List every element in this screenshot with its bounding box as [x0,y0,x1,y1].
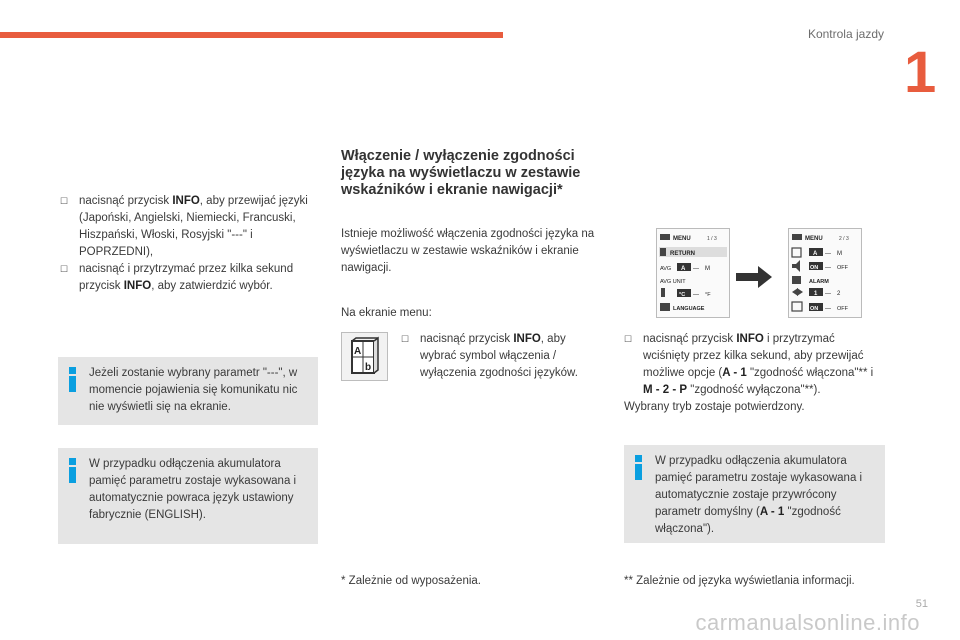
menu-screen-2 [788,228,862,318]
screen-value-two: 2 [837,291,841,297]
list-item: ☐ nacisnąć przycisk INFO i przytrzymać wciśnięty przez kilka sekund, aby przewijać możliwe opcje (A - 1 "zgodność włączona"** i M - 2 - P "zgodność wyłączona"**). [624,333,874,396]
footnote-equipment: * Zależnie od wyposażenia. [341,575,481,587]
screen-value-one: 1 [814,291,818,297]
info-box-battery-default [624,445,885,543]
page-number: 51 [915,598,928,610]
svg-text:—: — [693,292,699,298]
info-box-display-notice [58,357,318,425]
section-heading: Włączenie / wyłączenie zgodności języka na wyświetlaczu w zestawie wskaźników i ekranie nawigacji* [341,148,581,198]
language-compat-icon [341,332,388,381]
bullet-marker-icon: ☐ [60,196,69,206]
bullet-marker-icon: ☐ [624,334,633,344]
intro-text: Istnieje możliwość włączenia zgodności języka na wyświetlaczu w zestawie wskaźników i ekranie nawigacji. [341,228,595,274]
svg-text:—: — [825,291,831,297]
screen-avg-unit-label: AVG UNIT [660,279,686,285]
screen-temp-f: °F [705,292,711,298]
menu-label: Na ekranie menu: [341,307,432,319]
screen-language-label: LANGUAGE [673,306,705,312]
list-item: ☐ nacisnąć przycisk INFO, aby przewijać języki (Japoński, Angielski, Niemiecki, Francuski, Hiszpański, Włoski, Rosyjski "---" i POPRZEDNI), [60,195,308,258]
left-bullets [60,193,320,295]
info-icon [68,367,77,392]
svg-text:—: — [825,265,831,271]
screen-m-value: M [837,251,842,257]
header-accent-bar [0,32,503,38]
icon-letter-a: A [354,346,362,357]
svg-text:—: — [825,306,831,312]
info-icon [634,455,643,480]
footnote-language: ** Zależnie od języka wyświetlania informacji. [624,575,855,587]
list-item: ☐ nacisnąć przycisk INFO, aby wybrać symbol włączenia / wyłączenia zgodności języków. [401,333,578,379]
screen-menu-label: MENU [805,236,823,242]
info-box-text: W przypadku odłączenia akumulatora pamięć parametru zostaje wykasowana i automatycznie zostaje przywrócony parametr domyślny (A - 1 "zgodność włączona"). [655,455,863,535]
arrow-right-icon [736,266,772,288]
section-title: Kontrola jazdy [807,27,884,41]
screen-off-toggle: OFF [837,306,848,312]
screen-off-toggle: OFF [837,265,848,271]
right-bullets [624,331,884,416]
info-box-text: W przypadku odłączenia akumulatora pamięć parametru zostaje wykasowana i automatycznie powraca język ustawiony fabrycznie (ENGLISH). [89,458,297,521]
screen-a-value: A [813,251,818,257]
chapter-number: 1 [904,40,937,105]
screen-on-toggle: ON [810,306,819,312]
bullet-marker-icon: ☐ [60,264,69,274]
screen-return-label: RETURN [670,251,695,257]
list-item: ☐ nacisnąć i przytrzymać przez kilka sekund przycisk INFO, aby zatwierdzić wybór. [60,263,294,292]
screen-temp-c: °C [679,292,686,298]
screen-page-indicator: 1 / 3 [707,236,717,242]
bullet-marker-icon: ☐ [401,334,410,344]
confirm-text: Wybrany tryb zostaje potwierdzony. [624,401,805,413]
menu-screen-1 [656,228,730,318]
screen-avg-m: M [705,266,710,272]
screen-menu-label: MENU [673,236,691,242]
info-icon [68,458,77,483]
watermark: carmanualsonline.info [695,610,920,635]
info-box-battery [58,448,318,544]
screen-page-indicator: 2 / 3 [839,236,849,242]
screen-avg-a: A [681,266,686,272]
info-box-text: Jeżeli zostanie wybrany parametr "---", w momencie pojawienia się komunikatu nic nie wyświetli się na ekranie. [89,367,298,413]
screen-on-toggle: ON [810,265,819,271]
middle-bullets [401,331,601,382]
screen-alarm-label: ALARM [809,279,829,285]
icon-letter-b: b [365,362,372,373]
svg-text:—: — [693,266,699,272]
screen-avg-label: AVG [660,266,672,272]
svg-text:—: — [825,251,831,257]
